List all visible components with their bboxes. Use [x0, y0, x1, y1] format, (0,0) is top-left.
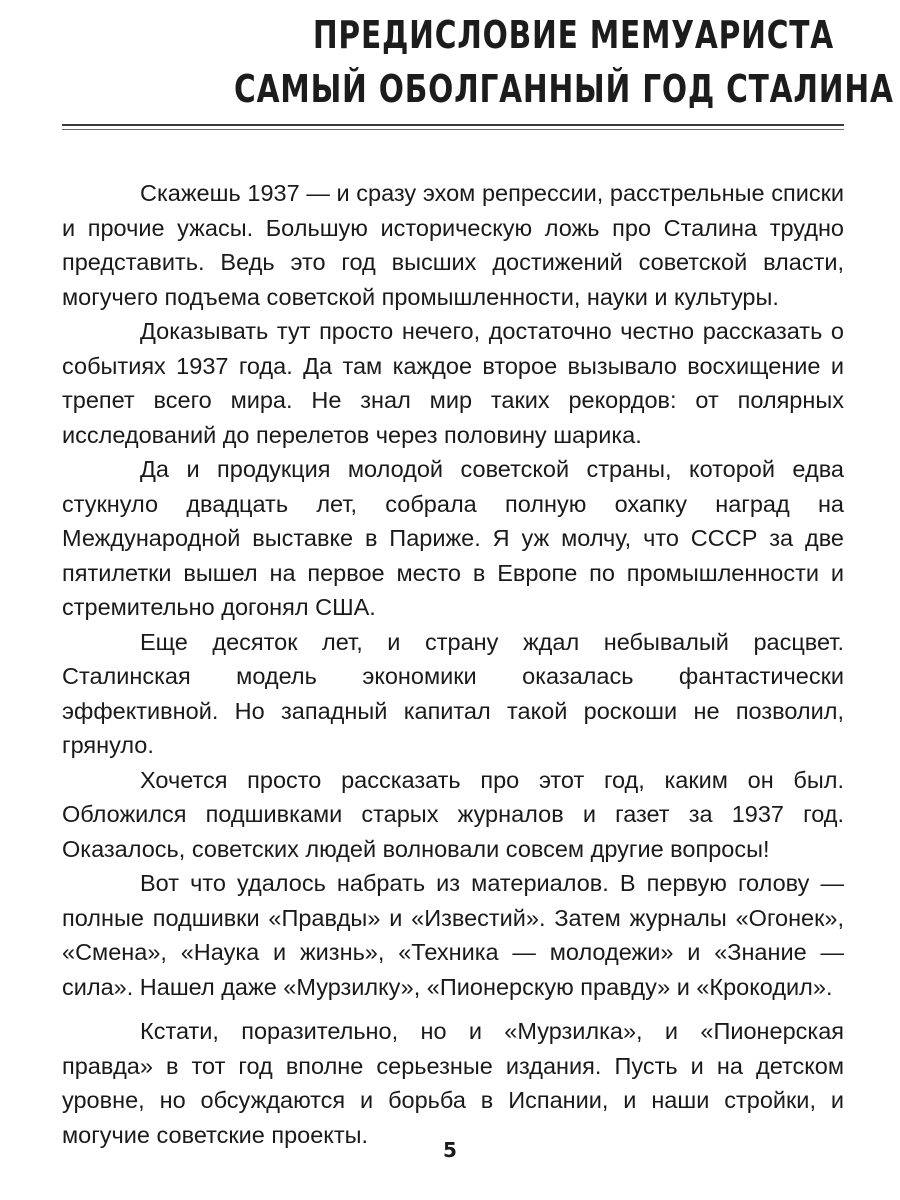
header-rule-thin	[62, 129, 844, 130]
page-number: 5	[443, 1138, 457, 1162]
paragraph-6: Вот что удалось набрать из материалов. В первую голову — полные подшивки «Правды» и «Известий». Затем журналы «Огонек», «Смена», «Наука и жизнь», «Техника — молодежи» и «Знание — сила». Нашел даже «Мурзилку», «Пионерскую правду» и «Крокодил».	[62, 870, 844, 1000]
chapter-title-line-1: ПРЕДИСЛОВИЕ МЕМУАРИСТА	[312, 13, 834, 57]
paragraph-5: Хочется просто рассказать про этот год, каким он был. Обложился подшивками старых журналов и газет за 1937 год. Оказалось, советских людей волновали совсем другие вопросы!	[62, 766, 844, 862]
paragraph-4: Еще десяток лет, и страну ждал небывалый расцвет. Сталинская модель экономики оказалась фантастически эффективной. Но западный капитал такой роскоши не позволил, грянуло.	[62, 628, 844, 758]
paragraph-1: Скажешь 1937 — и сразу эхом репрессии, расстрельные списки и прочие ужасы. Большую историческую ложь про Сталина трудно представить. Ведь это год высших достижений советской власти, могучего подъема советской промышленности, науки и культуры.	[62, 180, 844, 310]
paragraph-3: Да и продукция молодой советской страны, которой едва стукнуло двадцать лет, собрала полную охапку наград на Международной выставке в Париже. Я уж молчу, что СССР за две пятилетки вышел на первое место в Европе по промышленности и стремительно догонял США.	[62, 456, 844, 620]
chapter-title-line-2: САМЫЙ ОБОЛГАННЫЙ ГОД СТАЛИНА	[234, 67, 894, 111]
paragraph-2: Доказывать тут просто нечего, достаточно честно рассказать о событиях 1937 года. Да там каждое второе вызывало восхищение и трепет всего мира. Не знал мир таких рекордов: от полярных исследований до перелетов через половину шарика.	[62, 318, 844, 448]
paragraph-7: Кстати, поразительно, но и «Мурзилка», и «Пионерская правда» в тот год вполне серьезные издания. Пусть и на детском уровне, но обсуждаются и борьба в Испании, и наши стройки, и могучие советские проекты.	[62, 1018, 844, 1148]
chapter-header	[62, 8, 894, 116]
header-rule	[62, 124, 844, 126]
body-text	[62, 176, 844, 1152]
